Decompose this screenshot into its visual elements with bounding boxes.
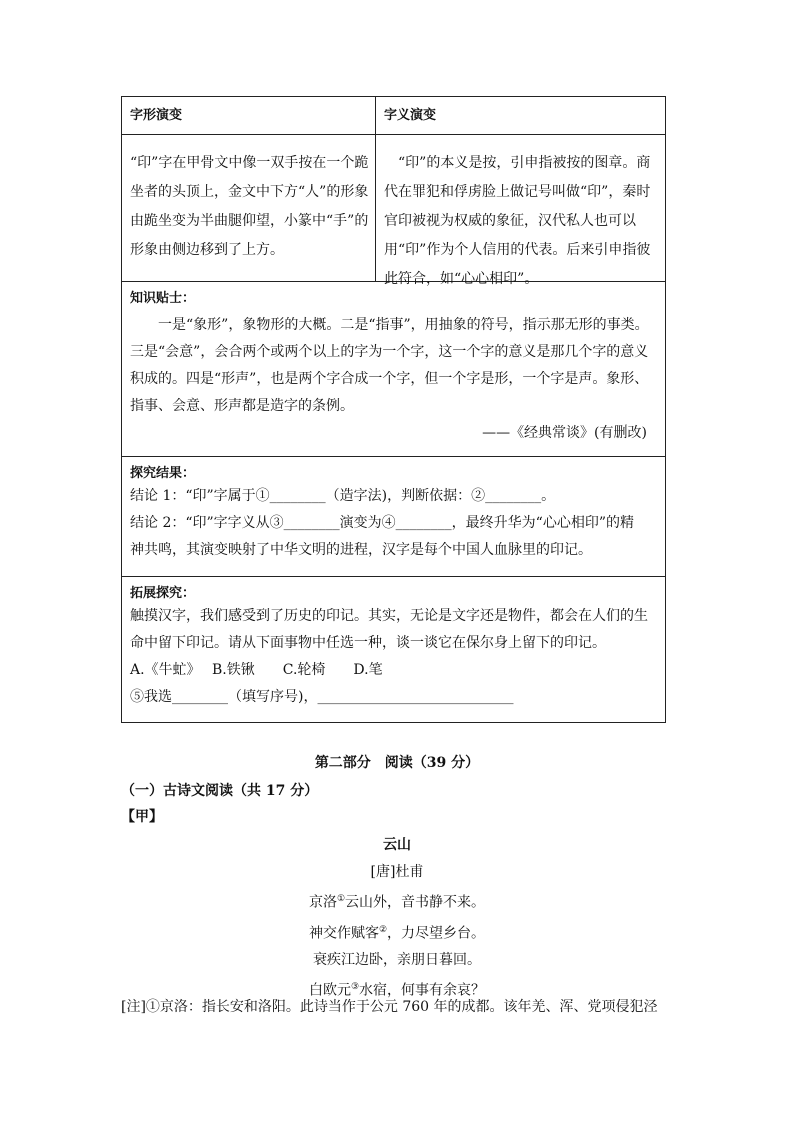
poem-line-1: 京洛①云山外，音书静不来。 — [308, 894, 486, 911]
extended-line-1: 触摸汉字，我们感受到了历史的印记。其实，无论是文字还是物件，都会在人们的生 — [130, 608, 648, 624]
poem — [0, 832, 794, 1005]
section-title: 第二部分 阅读（39 分） — [314, 755, 480, 771]
inquiry-results — [122, 457, 665, 577]
tips-text: 一是“象形”，象物形的大概。二是“指事”，用抽象的符号，指示那无形的事类。三是“会意”，会合两个或两个以上的字为一个字，这一个字的意义是那几个字的意义积成的。四是“形声”，也是两个字合成一个字，但一个字是形，一个字是声。象形、指事、会意、形声都是造字的条例。 — [130, 317, 649, 414]
poem-author: [唐]杜甫 — [370, 864, 424, 880]
passage-label: 【甲】 — [121, 809, 163, 825]
extended-options: A.《牛虻》 B.铁锹 C.轮椅 D.笔 — [130, 662, 383, 678]
header-meaning-evolution: 字义演变 — [384, 108, 437, 123]
tips-label: 知识贴士： — [130, 291, 196, 306]
meaning-evolution-text: “印”的本义是按，引申指被按的图章。商代在罪犯和俘虏脸上做记号叫做“印”，秦时官印被视为权威的象征，汉代私人也可以用“印”作为个人信用的代表。后来引申指彼此符合，如“心心相印”。 — [384, 155, 651, 287]
knowledge-tips — [122, 282, 665, 457]
extended-inquiry — [122, 577, 665, 722]
table-header-row — [122, 97, 665, 135]
conclusion-1: 结论 1：“印”字属于①________（造字法)，判断依据：②________。 — [130, 488, 556, 504]
extended-answer-line: ⑤我选________（填写序号)，____________________________ — [130, 689, 514, 705]
poem-line-3: 衰疾江边卧，亲朋日暮回。 — [313, 952, 481, 969]
conclusion-2: 结论 2：“印”字字义从③________演变为④________，最终升华为“心心相印”的精 — [130, 515, 634, 531]
extended-line-2: 命中留下印记。请从下面事物中任选一种，谈一谈它在保尔身上留下的印记。 — [130, 635, 606, 651]
header-glyph-evolution: 字形演变 — [122, 97, 376, 134]
tips-source: ——《经典常谈》(有删改) — [482, 425, 647, 441]
results-label: 探究结果： — [130, 466, 196, 481]
poem-title: 云山 — [383, 837, 411, 853]
extended-label: 拓展探究： — [130, 586, 196, 601]
conclusion-2-cont: 神共鸣，其演变映射了中华文明的进程，汉字是每个中国人血脉里的印记。 — [130, 542, 592, 558]
poem-line-2: 神交作赋客②，力尽望乡台。 — [308, 924, 486, 942]
poem-line-4: 白欧元③水宿，何事有余哀？ — [308, 982, 486, 999]
table-body-row — [122, 135, 665, 287]
poem-note: [注]①京洛：指长安和洛阳。此诗当作于公元 760 年的成都。该年羌、浑、党项侵犯泾 — [121, 999, 658, 1015]
inquiry-table — [121, 96, 666, 723]
glyph-evolution-text: “印”字在甲骨文中像一双手按在一个跪坐者的头顶上，金文中下方“人”的形象由跪坐变为半曲腿仰望，小篆中“手”的形象由侧边移到了上方。 — [122, 135, 376, 281]
subsection-title: （一）古诗文阅读（共 17 分） — [121, 783, 319, 799]
